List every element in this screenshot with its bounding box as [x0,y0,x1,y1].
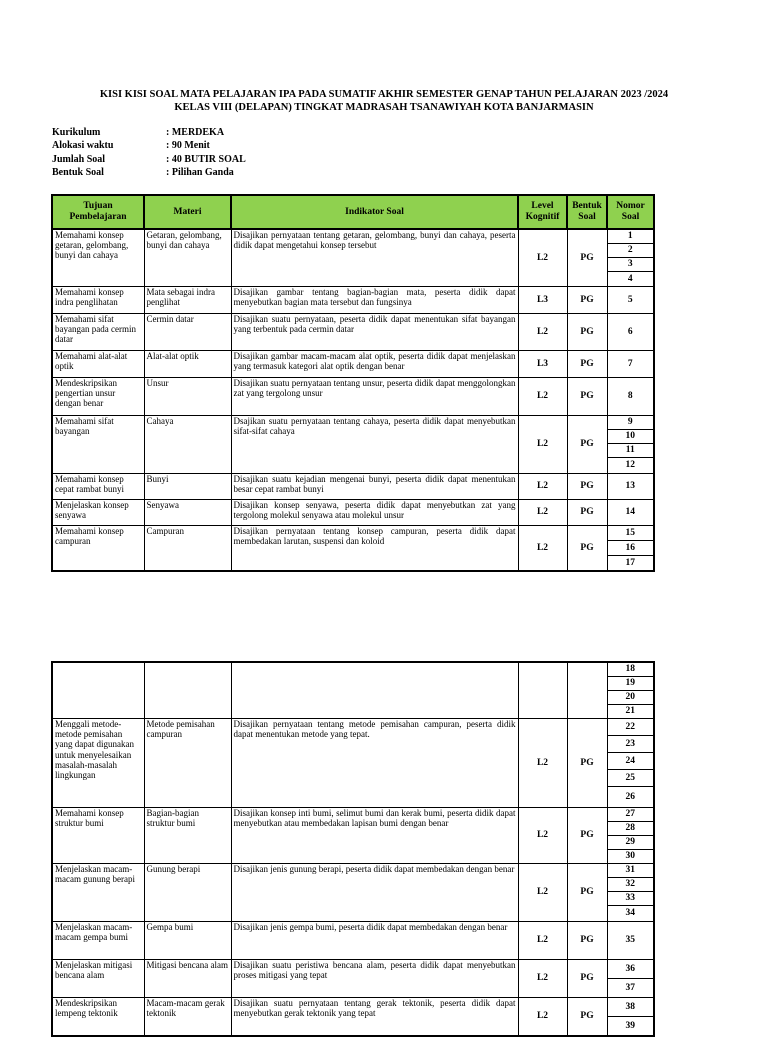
nomor-soal: 25 [608,770,654,787]
table-row [52,864,654,922]
cell-bentuk: PG [567,229,607,287]
cell-materi: Cahaya [144,416,231,474]
cell-level: L3 [518,351,567,378]
nomor-soal: 17 [625,558,635,568]
table-row [52,662,654,719]
cell-bentuk: PG [567,500,607,526]
table-row [52,500,654,526]
cell-tujuan: Menjelaskan macam-macam gempa bumi [52,922,144,960]
cell-bentuk: PG [567,719,607,808]
cell-bentuk: PG [567,378,607,416]
meta-key: Alokasi waktu [52,140,114,152]
cell-materi: Metode pemisahan campuran [144,719,231,808]
table-row [52,378,654,416]
nomor-soal: 29 [608,836,654,850]
nomor-soal: 1 [608,230,654,244]
cell-level: L2 [518,500,567,526]
nomor-soal: 11 [608,444,654,458]
table-row [52,314,654,351]
nomor-soal: 28 [608,822,654,836]
nomor-soal: 39 [625,1021,635,1031]
kisi-kisi-table-page-1 [51,194,655,572]
nomor-soal: 30 [625,851,635,861]
nomor-soal: 35 [625,935,635,945]
meta-row [52,126,246,139]
nomor-soal: 27 [608,808,654,822]
cell-nomor [607,526,654,572]
table-2-body [52,662,654,1036]
nomor-soal: 5 [627,295,633,305]
cell-indikator: Disajikan pernyataan tentang metode pemisahan campuran, peserta didik dapat menentukan metode yang tepat. [231,719,518,808]
cell-tujuan: Menjelaskan macam-macam gunung berapi [52,864,144,922]
cell-materi: Gempa bumi [144,922,231,960]
nomor-soal: 23 [608,736,654,753]
nomor-soal: 6 [627,327,633,337]
cell-nomor [607,719,654,808]
meta-value: : 40 BUTIR SOAL [166,153,246,165]
cell-level: L3 [518,287,567,314]
cell-indikator: Disajikan suatu peristiwa bencana alam, peserta didik dapat menyebutkan proses mitigasi yang tepat [231,960,518,998]
cell-nomor [607,351,654,378]
cell-level: L2 [518,864,567,922]
table-row [52,526,654,572]
table-1-body [52,229,654,571]
cell-level: L2 [518,526,567,572]
meta-value: : 90 Menit [166,140,210,152]
nomor-soal: 10 [608,430,654,444]
nomor-soal: 32 [608,878,654,892]
cell-materi: Cermin datar [144,314,231,351]
cell-bentuk: PG [567,864,607,922]
cell-indikator: Disajikan suatu kejadian mengenai bunyi, peserta didik dapat menentukan besar cepat rambat bunyi [231,474,518,500]
nomor-soal: 22 [608,719,654,736]
nomor-soal: 34 [625,908,635,918]
meta-key: Jumlah Soal [52,153,106,165]
cell-materi: Campuran [144,526,231,572]
cell-indikator [231,662,518,719]
cell-materi: Mata sebagai indra penglihat [144,287,231,314]
nomor-soal: 14 [625,507,635,517]
cell-bentuk: PG [567,474,607,500]
nomor-soal: 36 [608,960,654,979]
meta-row [52,153,246,166]
cell-nomor [607,662,654,719]
kisi-kisi-table-page-2 [51,661,655,1037]
cell-tujuan: Memahami konsep cepat rambat bunyi [52,474,144,500]
cell-bentuk: PG [567,314,607,351]
cell-level: L2 [518,378,567,416]
table-row [52,808,654,864]
cell-level: L2 [518,922,567,960]
table-row [52,351,654,378]
cell-level: L2 [518,229,567,287]
cell-materi: Macam-macam gerak tektonik [144,998,231,1037]
header-nomor: Nomor Soal [607,195,654,229]
cell-tujuan: Memahami konsep campuran [52,526,144,572]
cell-bentuk: PG [567,351,607,378]
nomor-soal: 31 [608,864,654,878]
header-bentuk: Bentuk Soal [567,195,607,229]
cell-tujuan: Memahami sifat bayangan [52,416,144,474]
nomor-soal: 20 [608,691,654,705]
cell-indikator: Disajikan jenis gempa bumi, peserta didik dapat membedakan dengan benar [231,922,518,960]
cell-tujuan: Menjelaskan konsep senyawa [52,500,144,526]
cell-bentuk: PG [567,808,607,864]
cell-materi: Senyawa [144,500,231,526]
cell-bentuk: PG [567,922,607,960]
cell-bentuk: PG [567,998,607,1037]
cell-level: L2 [518,998,567,1037]
cell-nomor [607,287,654,314]
cell-tujuan: Memahami alat-alat optik [52,351,144,378]
cell-nomor [607,998,654,1037]
table-row [52,719,654,808]
nomor-soal: 24 [608,753,654,770]
nomor-soal: 12 [625,460,635,470]
nomor-soal: 9 [608,416,654,430]
nomor-soal: 4 [627,274,633,284]
nomor-soal: 33 [608,892,654,906]
document-title-line-1: KISI KISI SOAL MATA PELAJARAN IPA PADA SUMATIF AKHIR SEMESTER GENAP TAHUN PELAJARAN 2023 /2024 [99,89,669,100]
header-materi: Materi [144,195,231,229]
cell-tujuan: Menggali metode-metode pemisahan yang dapat digunakan untuk menyelesaikan masalah-masalah lingkungan [52,719,144,808]
cell-tujuan: Menjelaskan mitigasi bencana alam [52,960,144,998]
meta-value: : Pilihan Ganda [166,166,234,178]
cell-materi: Mitigasi bencana alam [144,960,231,998]
cell-materi: Gunung berapi [144,864,231,922]
table-row [52,922,654,960]
cell-materi [144,662,231,719]
nomor-soal: 15 [608,526,654,541]
cell-indikator: Disajikan suatu pernyataan tentang unsur, peserta didik dapat menggolongkan zat yang tergolong unsur [231,378,518,416]
cell-tujuan: Memahami konsep struktur bumi [52,808,144,864]
cell-indikator: Dsajikan suatu pernyataan tentang cahaya, peserta didik dapat menyebutkan sifat-sifat cahaya [231,416,518,474]
cell-materi: Bunyi [144,474,231,500]
cell-nomor [607,378,654,416]
nomor-soal: 16 [608,541,654,556]
meta-row [52,139,246,152]
cell-nomor [607,960,654,998]
nomor-soal: 7 [627,359,633,369]
cell-bentuk: PG [567,960,607,998]
meta-value: : MERDEKA [166,127,225,138]
cell-indikator: Disajikan gambar tentang bagian-bagian mata, peserta didik dapat menyebutkan bagian mata tersebut dan fungsinya [231,287,518,314]
cell-level: L2 [518,808,567,864]
cell-bentuk: PG [567,287,607,314]
cell-level [518,662,567,719]
nomor-soal: 19 [608,677,654,691]
header-tujuan: Tujuan Pembelajaran [52,195,144,229]
cell-indikator: Disajikan jenis gunung berapi, peserta didik dapat membedakan dengan benar [231,864,518,922]
cell-nomor [607,474,654,500]
cell-indikator: Disajikan suatu pernyataan, peserta didik dapat menentukan sifat bayangan yang terbentuk pada cermin datar [231,314,518,351]
cell-nomor [607,922,654,960]
nomor-soal: 2 [608,244,654,258]
cell-bentuk: PG [567,416,607,474]
nomor-soal: 21 [625,706,635,716]
header-indikator: Indikator Soal [231,195,518,229]
nomor-soal: 37 [625,983,635,993]
table-row [52,998,654,1037]
cell-level: L2 [518,960,567,998]
cell-nomor [607,314,654,351]
document-meta [52,126,246,179]
cell-indikator: Disajikan pernyataan tentang konsep campuran, peserta didik dapat membedakan larutan, suspensi dan koloid [231,526,518,572]
cell-materi: Getaran, gelombang, bunyi dan cahaya [144,229,231,287]
cell-level: L2 [518,416,567,474]
cell-materi: Unsur [144,378,231,416]
nomor-soal: 8 [627,391,633,401]
nomor-soal: 26 [625,792,635,802]
header-level: Level Kognitif [518,195,567,229]
document-title-line-2: KELAS VIII (DELAPAN) TINGKAT MADRASAH TSANAWIYAH KOTA BANJARMASIN [174,102,594,113]
cell-bentuk: PG [567,526,607,572]
meta-key: Kurikulum [52,127,101,138]
cell-indikator: Disajikan gambar macam-macam alat optik, peserta didik dapat menjelaskan yang termasuk kategori alat optik dengan benar [231,351,518,378]
nomor-soal: 18 [608,663,654,677]
cell-level: L2 [518,474,567,500]
cell-materi: Bagian-bagian struktur bumi [144,808,231,864]
cell-level: L2 [518,719,567,808]
cell-bentuk [567,662,607,719]
table-row [52,229,654,287]
cell-level: L2 [518,314,567,351]
table-row [52,960,654,998]
nomor-soal: 38 [608,998,654,1017]
cell-indikator: Disajikan konsep senyawa, peserta didik dapat menyebutkan zat yang tergolong molekul senyawa atau molekul unsur [231,500,518,526]
meta-row [52,166,246,179]
nomor-soal: 13 [625,481,635,491]
cell-tujuan: Mendeskripsikan lempeng tektonik [52,998,144,1037]
cell-tujuan: Memahami konsep getaran, gelombang, bunyi dan cahaya [52,229,144,287]
nomor-soal: 3 [608,258,654,272]
cell-nomor [607,229,654,287]
table-row [52,474,654,500]
cell-indikator: Disajikan suatu pernyataan tentang gerak tektonik, peserta didik dapat menyebutkan gerak tektonik yang tepat [231,998,518,1037]
table-row [52,416,654,474]
cell-tujuan: Memahami konsep indra penglihatan [52,287,144,314]
cell-tujuan: Mendeskripsikan pengertian unsur dengan benar [52,378,144,416]
cell-tujuan: Memahami sifat bayangan pada cermin datar [52,314,144,351]
meta-key: Bentuk Soal [52,166,104,178]
cell-indikator: Disajikan konsep inti bumi, selimut bumi dan kerak bumi, peserta didik dapat menyebutkan atau membedakan lapisan bumi dengan benar [231,808,518,864]
table-row [52,287,654,314]
cell-nomor [607,808,654,864]
cell-nomor [607,500,654,526]
cell-materi: Alat-alat optik [144,351,231,378]
cell-nomor [607,416,654,474]
cell-indikator: Disajikan pernyataan tentang getaran, gelombang, bunyi dan cahaya, peserta didik dapat mengetahui konsep tersebut [231,229,518,287]
cell-tujuan [52,662,144,719]
cell-nomor [607,864,654,922]
